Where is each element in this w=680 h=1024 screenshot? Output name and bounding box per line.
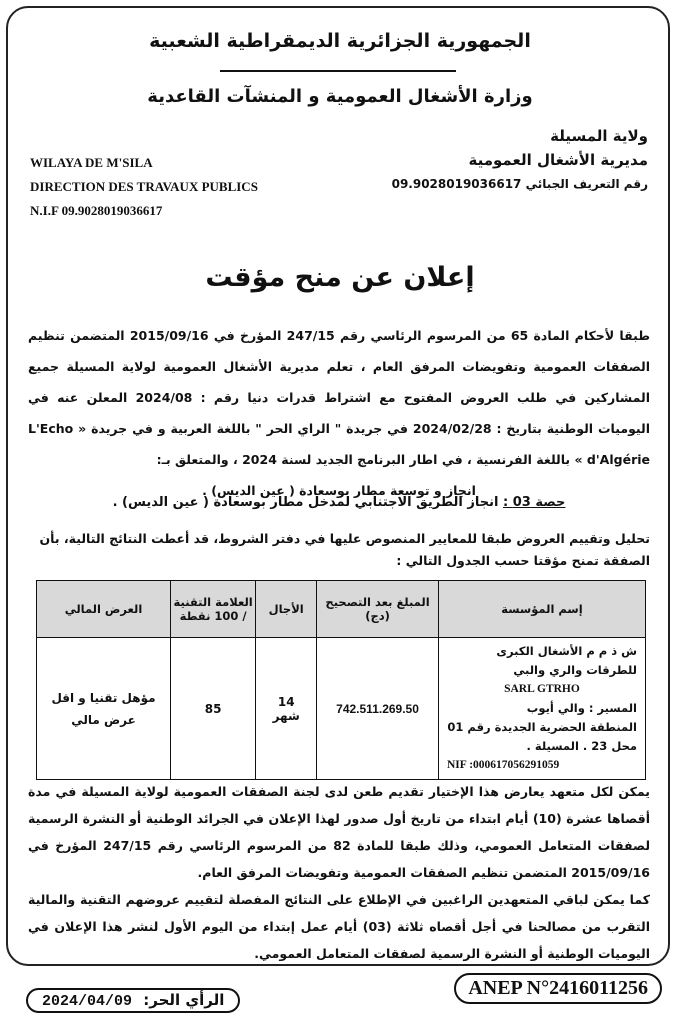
republic-heading: الجمهورية الجزائرية الديمقراطية الشعبية	[149, 30, 531, 52]
company-nif: NIF :000617056291059	[446, 759, 560, 771]
lot-line	[28, 495, 650, 510]
lot-text: انجاز الطريق الاجتنابي لمدخل مطار بوسعادة ( عين الديس) .	[112, 495, 499, 510]
table-row	[37, 638, 646, 780]
ministry-heading: وزارة الأشغال العمومية و المنشآت القاعدية	[147, 86, 533, 107]
wilaya-ar: ولاية المسيلة	[550, 127, 648, 145]
cell-financial: مؤهل تقنيا و اقل عرض مالي	[37, 638, 171, 780]
col-company: إسم المؤسسة	[438, 581, 645, 638]
notice-body	[28, 320, 650, 506]
results-table	[36, 580, 646, 780]
cell-company	[438, 638, 645, 780]
col-amount: المبلغ بعد التصحيح (دج)	[317, 581, 439, 638]
heading-underline	[220, 70, 456, 72]
anep-reference: ANEP N°2416011256	[454, 973, 662, 1004]
newspaper-name: الرأي الحر:	[143, 991, 225, 1009]
company-name-ar: ش ذ م م الأشغال الكبرى للطرقات والري والبي	[496, 644, 637, 677]
notice-title: إعلان عن منح مؤقت	[205, 262, 475, 293]
paragraph-intro: طبقا لأحكام المادة 65 من المرسوم الرئاسي رقم 247/15 المؤرخ في 2015/09/16 المتضمن تنظيم الصفقات العمومية وتفويضات المرفق العام ، تعلم مديرية الأشغال العمومية لولاية المسيلة جميع المشاركين في طلب العروض المفتوح مع اشتراط قدرات دنيا رقم : 2024/08 المعلن عنه في اليوميات الوطنية بتاريخ : 2024/02/28 في جريدة " الراي الحر " باللغة العربية و في جريدة « L'Echo d'Algérie » باللغة الفرنسية ، في اطار البرنامج الجديد لسنة 2024 ، والمتعلق بـ:	[28, 328, 651, 467]
company-manager: المسير : والي أيوب	[526, 701, 637, 715]
paragraph-details: كما يمكن لباقي المتعهدين الراغبين في الإطلاع على النتائج المفصلة لتقييم عروضهم التقنية والمالية التقرب من مصالحنا في أجل أقصاه ثلاثة (03) أيام عمل إبتداء من اليوم الأول لنشر هذا الإعلان في اليوميات الوطنية أو النشرة الرسمية لصفقات المتعامل العمومي.	[28, 892, 650, 961]
paragraph-appeal: يمكن لكل متعهد يعارض هذا الإختيار تقديم طعن لدى لجنة الصفقات العمومية لولاية المسيلة في مدة أقصاها عشرة (10) أيام ابتداء من تاريخ أول صدور لهذا الإعلان في الجرائد الوطنية أو النشرة الرسمية لصفقات المتعامل العمومي، وذلك طبقا للمادة 82 من المرسوم الرئاسي رقم 247/15 المؤرخ في 2015/09/16 المتضمن تنظيم الصفقات العمومية وتفويضات المرفق العام.	[28, 784, 651, 880]
lot-label: حصة 03 :	[502, 495, 566, 510]
project-name: انجاز و توسعة مطار بوسعادة ( عين الديس) .	[202, 483, 476, 498]
newspaper-date-box	[26, 988, 240, 1013]
issuer-arabic	[388, 124, 648, 196]
col-duration: الأجال	[256, 581, 317, 638]
cell-score: 85	[171, 638, 256, 780]
duration-unit: شهر	[272, 708, 300, 723]
closing-text	[28, 778, 650, 967]
company-name-fr: SARL GTRHO	[504, 683, 580, 695]
publication-date: 2024/04/09	[42, 993, 133, 1010]
wilaya-fr: WILAYA DE M'SILA	[30, 155, 153, 170]
duration-number: 14	[277, 694, 295, 709]
col-financial: العرض المالي	[37, 581, 171, 638]
nif-ar: رقم التعريف الجبائي 09.9028019036617	[391, 177, 648, 191]
col-score: العلامة التقنية / 100 نقطة	[171, 581, 256, 638]
direction-fr: DIRECTION DES TRAVAUX PUBLICS	[30, 179, 258, 194]
direction-ar: مديرية الأشغال العمومية	[468, 151, 648, 169]
cell-amount: 742.511.269.50	[317, 638, 439, 780]
table-header-row	[37, 581, 646, 638]
evaluation-text: تحليل وتقييم العروض طبقا للمعايير المنصوص عليها في دفتر الشروط، قد أعطت النتائج التالية، بأن الصفقة تمنح مؤقتا حسب الجدول التالي :	[39, 531, 650, 568]
company-address: المنطقة الحضرية الجديدة رقم 01 محل 23 . المسيلة .	[447, 720, 637, 753]
issuer-french	[30, 155, 258, 227]
cell-duration	[256, 638, 317, 780]
nif-fr: N.I.F 09.9028019036617	[30, 203, 163, 218]
